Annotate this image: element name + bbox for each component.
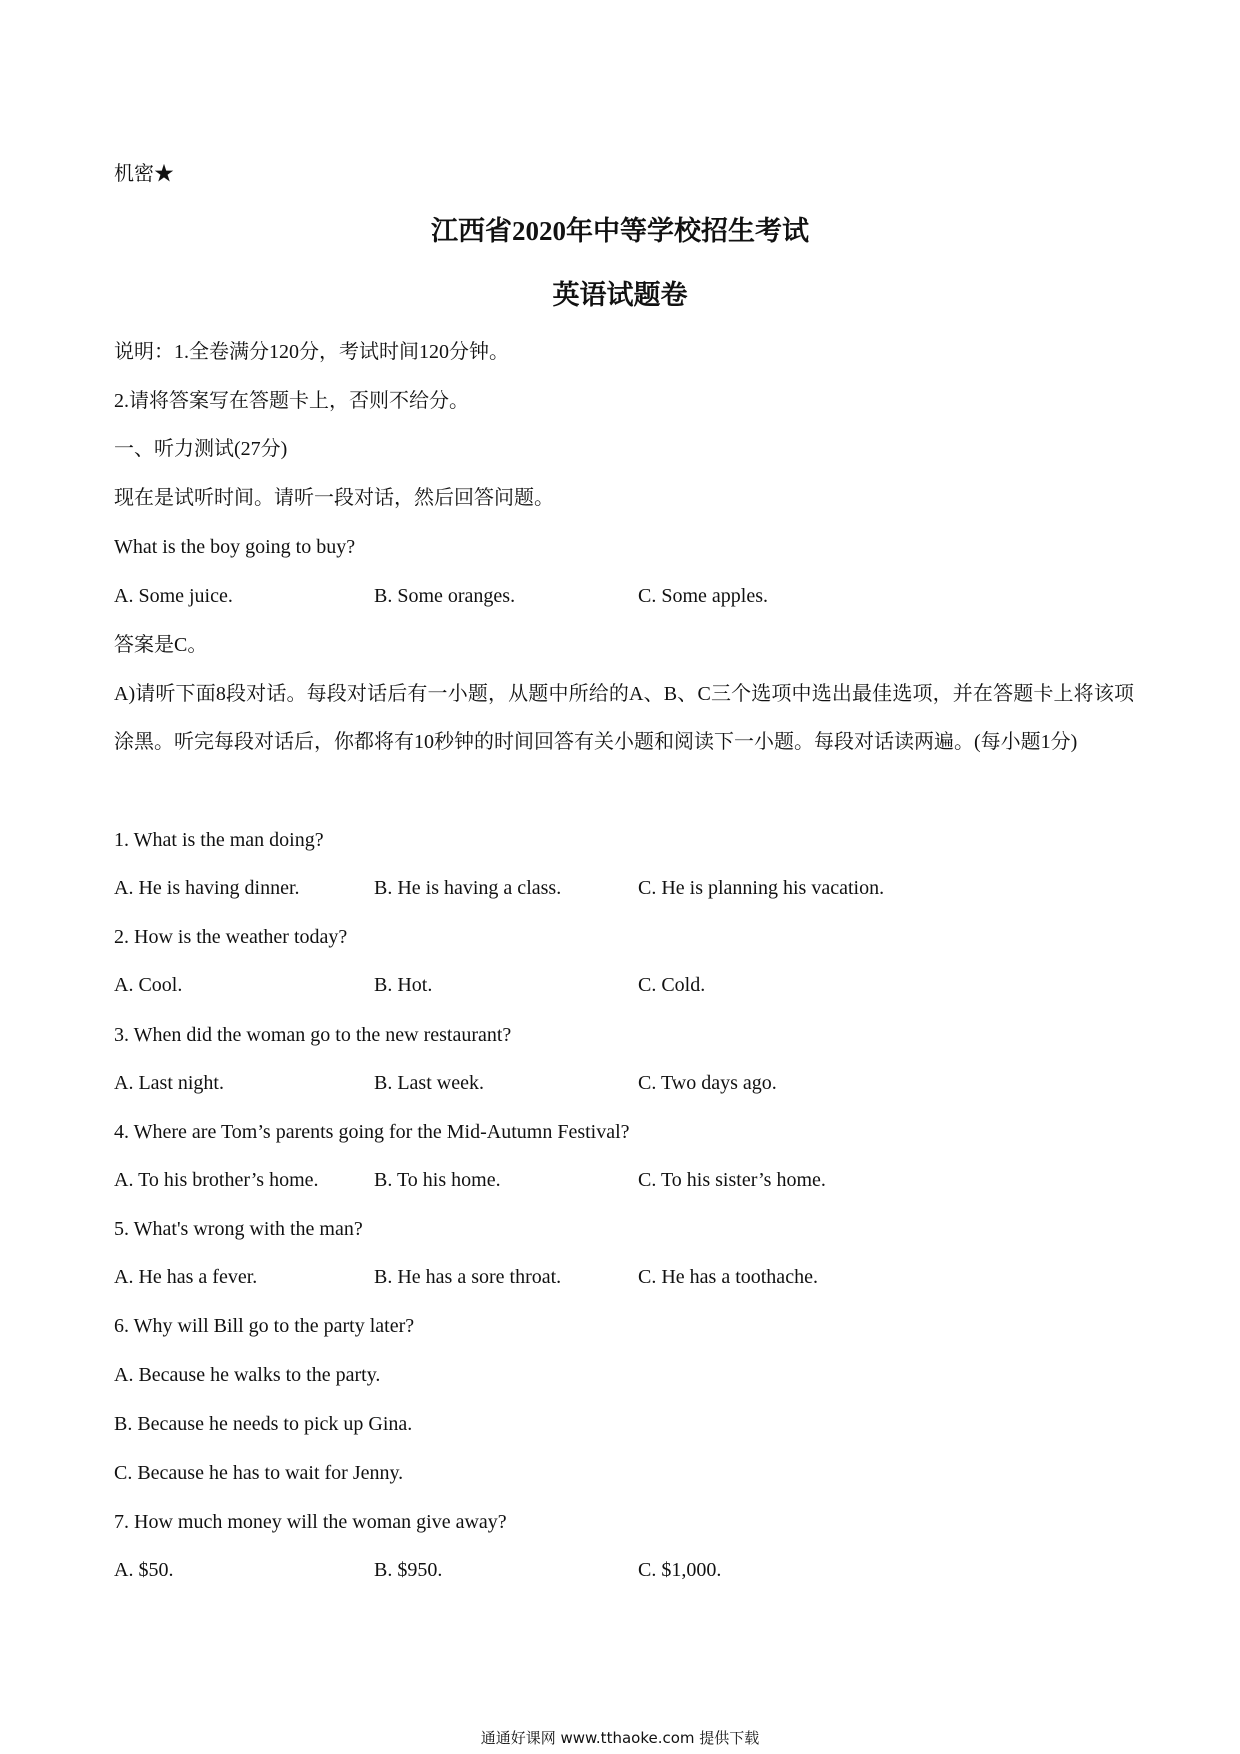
question-7: 7. How much money will the woman give away? bbox=[114, 1511, 507, 1533]
secret-mark: 机密★ bbox=[114, 163, 174, 185]
question-6: 6. Why will Bill go to the party later? bbox=[114, 1315, 415, 1337]
question-1: 1. What is the man doing? bbox=[114, 829, 324, 851]
q6-option-b: B. Because he needs to pick up Gina. bbox=[114, 1413, 413, 1435]
exam-subtitle: 英语试题卷 bbox=[552, 280, 688, 310]
demo-answer: 答案是C。 bbox=[114, 634, 208, 656]
q3-option-c: C. Two days ago. bbox=[638, 1072, 777, 1094]
instruction-line-1: 说明：1.全卷满分120分，考试时间120分钟。 bbox=[114, 341, 509, 363]
section-heading: 一、听力测试(27分) bbox=[114, 438, 288, 460]
demo-option-b: B. Some oranges. bbox=[374, 585, 516, 607]
q1-option-c: C. He is planning his vacation. bbox=[638, 877, 885, 899]
q1-option-a: A. He is having dinner. bbox=[114, 877, 300, 899]
question-2: 2. How is the weather today? bbox=[114, 926, 348, 948]
question-3: 3. When did the woman go to the new restaurant? bbox=[114, 1024, 512, 1046]
question-4: 4. Where are Tom’s parents going for the Mid-Autumn Festival? bbox=[114, 1121, 630, 1143]
q7-option-c: C. $1,000. bbox=[638, 1559, 722, 1581]
page-footer: 通通好课网 www.tthaoke.com 提供下载 bbox=[480, 1729, 760, 1747]
q3-option-b: B. Last week. bbox=[374, 1072, 484, 1094]
q7-option-b: B. $950. bbox=[374, 1559, 443, 1581]
q5-option-a: A. He has a fever. bbox=[114, 1266, 258, 1288]
q4-option-c: C. To his sister’s home. bbox=[638, 1169, 826, 1191]
q2-option-a: A. Cool. bbox=[114, 974, 183, 996]
question-5: 5. What's wrong with the man? bbox=[114, 1218, 363, 1240]
q6-option-a: A. Because he walks to the party. bbox=[114, 1364, 381, 1386]
demo-option-c: C. Some apples. bbox=[638, 585, 768, 607]
q5-option-b: B. He has a sore throat. bbox=[374, 1266, 562, 1288]
q4-option-b: B. To his home. bbox=[374, 1169, 501, 1191]
q6-option-c: C. Because he has to wait for Jenny. bbox=[114, 1462, 404, 1484]
part-a-instructions: A)请听下面8段对话。每段对话后有一小题，从题中所给的A、B、C三个选项中选出最佳选项，并在答题卡上将该项涂黑。听完每段对话后，你都将有10秒钟的时间回答有关小题和阅读下一小题。每段对话读两遍。(每小题1分) bbox=[114, 683, 1134, 753]
q2-option-c: C. Cold. bbox=[638, 974, 706, 996]
q4-option-a: A. To his brother’s home. bbox=[114, 1169, 319, 1191]
instruction-line-2: 2.请将答案写在答题卡上，否则不给分。 bbox=[114, 390, 469, 412]
q5-option-c: C. He has a toothache. bbox=[638, 1266, 818, 1288]
q3-option-a: A. Last night. bbox=[114, 1072, 224, 1094]
demo-option-a: A. Some juice. bbox=[114, 585, 233, 607]
q7-option-a: A. $50. bbox=[114, 1559, 174, 1581]
exam-title: 江西省2020年中等学校招生考试 bbox=[431, 216, 809, 246]
q1-option-b: B. He is having a class. bbox=[374, 877, 562, 899]
demo-intro: 现在是试听时间。请听一段对话，然后回答问题。 bbox=[114, 487, 554, 509]
q2-option-b: B. Hot. bbox=[374, 974, 433, 996]
demo-question: What is the boy going to buy? bbox=[114, 536, 356, 558]
